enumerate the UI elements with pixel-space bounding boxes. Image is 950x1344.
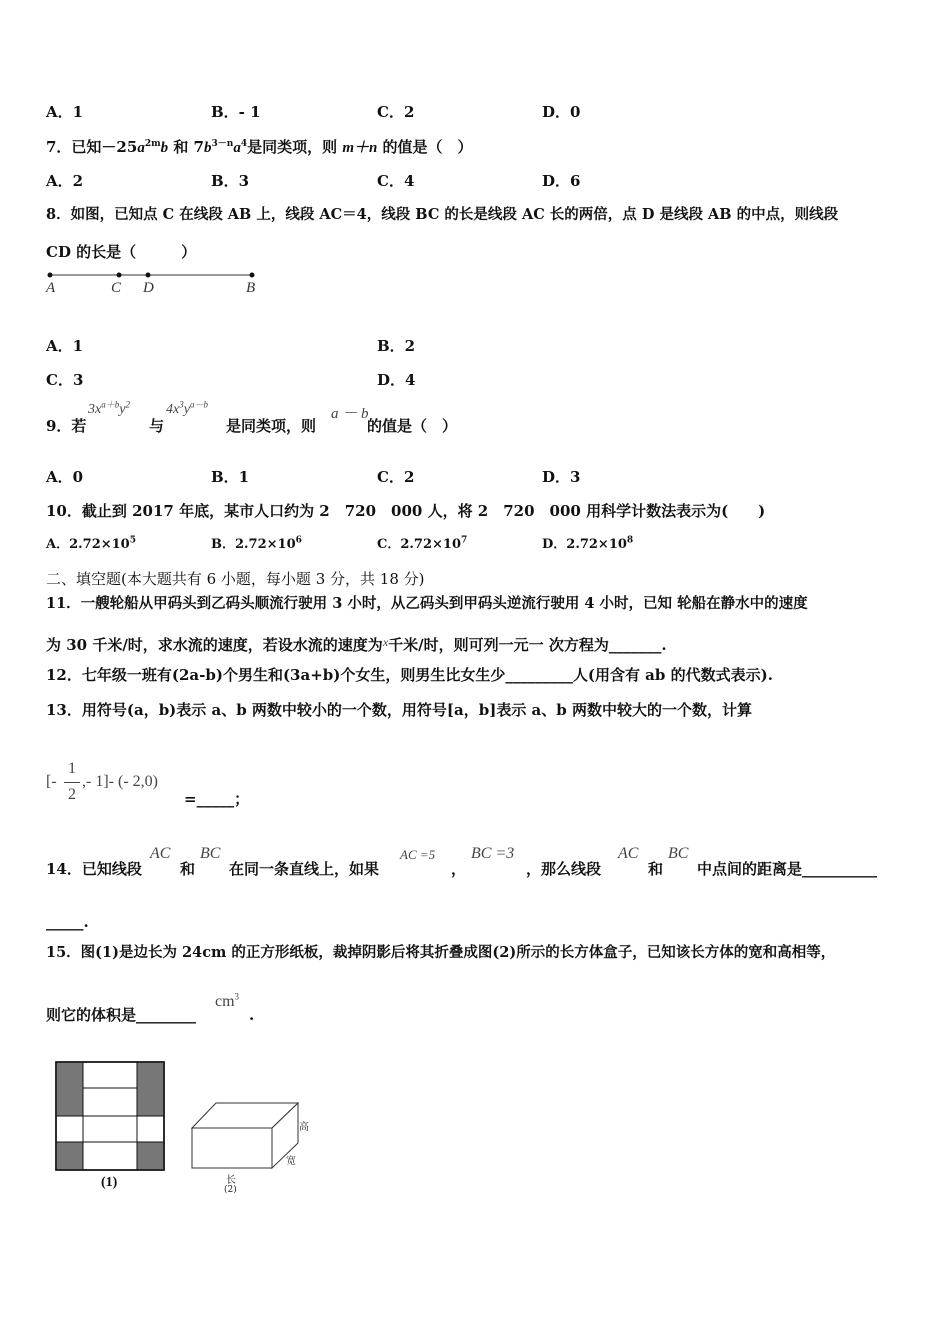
q9-pre: 9．若 (46, 417, 87, 435)
label-d: D (143, 280, 154, 296)
q7-var: b (204, 140, 212, 156)
shaded-region (137, 1142, 164, 1170)
q15-figure-1 (55, 1061, 167, 1173)
q14-ac2: AC (618, 845, 639, 862)
q13-rest: ,- 1]- (- 2,0) (82, 773, 158, 790)
q14-bc-eq: BC =3 (471, 845, 515, 862)
q7-var: a (137, 140, 145, 156)
q9-mid: 是同类项，则 (226, 417, 317, 435)
q10-b-exp: 6 (295, 535, 302, 546)
question-15-line1: 15．图(1)是边长为 24cm 的正方形纸板，裁掉阴影后将其折叠成图(2)所示的长方体盒子，已知该长方体的宽和高相等， (46, 944, 836, 961)
q14-comma: ， (451, 860, 467, 878)
question-13-line1: 13．用符号(a，b)表示 a、b 两数中较小的一个数，用符号[a，b]表示 a、b 两数中较大的一个数，计算 (46, 701, 752, 719)
shaded-region (56, 1142, 83, 1170)
point-b (250, 273, 255, 278)
q14-mid2: ，那么线段 (526, 860, 602, 878)
q7-var: b (160, 140, 169, 156)
q14-ac: AC (150, 845, 171, 862)
q10-c-exp: 7 (461, 535, 468, 546)
q15-unit-text: cm (215, 993, 235, 1010)
q9-term2-y: y (183, 402, 190, 417)
q11-post: 千米/时，则可列一元一 次方程为_______. (388, 636, 667, 654)
q6-option-c: C．2 (377, 103, 415, 121)
q8-option-c: C．3 (46, 371, 84, 389)
q13-answer: =_____； (184, 790, 250, 808)
q10-d-exp: 8 (626, 535, 634, 546)
shaded-region (137, 1062, 164, 1116)
q13-frac-num: 1 (68, 760, 76, 777)
q9-term1-yexp: 2 (125, 399, 130, 410)
q14-post: 中点间的距离是__________ (697, 860, 878, 878)
q9-option-c: C．2 (377, 468, 415, 486)
q10-a-text: A．2.72×10 (46, 537, 130, 552)
point-c (117, 273, 122, 278)
q14-and: 和 (180, 860, 196, 878)
label-high: 高 (299, 1122, 309, 1133)
q8-option-d: D．4 (377, 371, 416, 389)
q11-var: x (382, 635, 389, 649)
q9-term2-yexp: a－b (189, 399, 208, 410)
q7-option-d: D．6 (542, 172, 581, 190)
q9-option-b: B．1 (211, 468, 250, 486)
q7-exp: 4 (240, 139, 248, 149)
fig1-caption: (1) (101, 1175, 118, 1190)
q9-option-a: A．0 (46, 468, 84, 486)
q14-bc: BC (200, 845, 221, 862)
question-8-line2: CD 的长是（ ） (46, 243, 197, 261)
box-front-face (192, 1128, 272, 1168)
q15-line2-post: . (249, 1006, 255, 1024)
q9-post: 的值是（ ） (367, 417, 458, 435)
question-11-line2 (46, 632, 667, 655)
q7-post: 是同类项，则 (247, 138, 343, 156)
q14-mid: 在同一条直线上，如果 (229, 860, 380, 878)
q7-option-a: A．2 (46, 172, 84, 190)
q7-exp: 3－n (211, 139, 234, 149)
q9-term1-base: 3x (88, 402, 102, 417)
q7-exp: 2m (144, 139, 161, 149)
label-b: B (246, 280, 256, 296)
q8-segment-figure (44, 268, 264, 282)
label-c: C (111, 280, 122, 296)
point-a (48, 273, 53, 278)
fig2-caption: (2) (224, 1185, 237, 1195)
q10-c-text: C．2.72×10 (377, 537, 461, 552)
q15-unit-exp: 3 (234, 991, 240, 1002)
q9-term2 (166, 399, 208, 418)
q9-term1-exp: a＋b (101, 399, 120, 410)
q9-term2-exp: 3 (179, 399, 184, 410)
label-a: A (46, 280, 56, 296)
q6-option-a: A．1 (46, 103, 84, 121)
q10-a-exp: 5 (129, 535, 136, 546)
q7-pre: 7．已知－25 (46, 138, 138, 156)
q15-unit (215, 993, 239, 1011)
q9-with: 与 (149, 417, 165, 435)
q8-option-b: B．2 (377, 337, 416, 355)
q7-option-b: B．3 (211, 172, 250, 190)
q14-line2: _____. (46, 913, 89, 931)
question-10: 10．截止到 2017 年底，某市人口约为 2 720 000 人，将 2 720 000 用科学计数法表示为( ) (46, 502, 766, 520)
q10-b-text: B．2.72×10 (211, 537, 296, 552)
q7-mid: 和 7 (168, 138, 204, 156)
point-d (146, 273, 151, 278)
q13-frac-den: 2 (68, 786, 76, 803)
question-7 (46, 137, 473, 158)
q10-option-a (46, 535, 136, 555)
q11-pre: 为 30 千米/时，求水流的速度，若设水流的速度为 (46, 636, 383, 654)
q15-line2-pre: 则它的体积是________ (46, 1006, 197, 1024)
q7-post: 的值是（ ） (377, 138, 473, 156)
question-8-line1: 8．如图，已知点 C 在线段 AB 上，线段 AC＝4，线段 BC 的长是线段 AC 长的两倍，点 D 是线段 AB 的中点，则线段 (46, 206, 839, 223)
q10-option-c (377, 535, 467, 555)
q9-term2-base: 4x (166, 402, 180, 417)
label-width: 宽 (286, 1156, 296, 1167)
question-11-line1: 11．一艘轮船从甲码头到乙码头顺流行驶用 3 小时，从乙码头到甲码头逆流行驶用 4 小时，已知 轮船在静水中的速度 (46, 595, 808, 612)
q7-expr: m＋n (342, 140, 378, 156)
q9-option-d: D．3 (542, 468, 581, 486)
question-12: 12．七年级一班有(2a-b)个男生和(3a+b)个女生，则男生比女生少_________人(用含有 ab 的代数式表示). (46, 666, 773, 684)
q7-option-c: C．4 (377, 172, 415, 190)
q13-frac-bar (64, 782, 80, 783)
q8-option-a: A．1 (46, 337, 84, 355)
q14-pre: 14．已知线段 (46, 860, 142, 878)
q13-open: [- (46, 773, 57, 790)
q9-expr: a － b (331, 406, 369, 422)
q14-bc2: BC (668, 845, 689, 862)
q14-ac-eq: AC =5 (400, 847, 436, 862)
q9-term1 (88, 399, 130, 418)
q14-and2: 和 (648, 860, 664, 878)
q9-term1-y: y (119, 402, 126, 417)
q10-option-b (211, 535, 302, 555)
label-length: 长 (226, 1175, 236, 1186)
q10-d-text: D．2.72×10 (542, 537, 627, 552)
q6-option-d: D．0 (542, 103, 581, 121)
q7-var: a (233, 140, 241, 156)
shaded-region (56, 1062, 83, 1116)
q6-option-b: B．- 1 (211, 103, 261, 121)
q10-option-d (542, 535, 633, 555)
section-2-heading: 二、填空题(本大题共有 6 小题，每小题 3 分，共 18 分) (46, 570, 425, 588)
